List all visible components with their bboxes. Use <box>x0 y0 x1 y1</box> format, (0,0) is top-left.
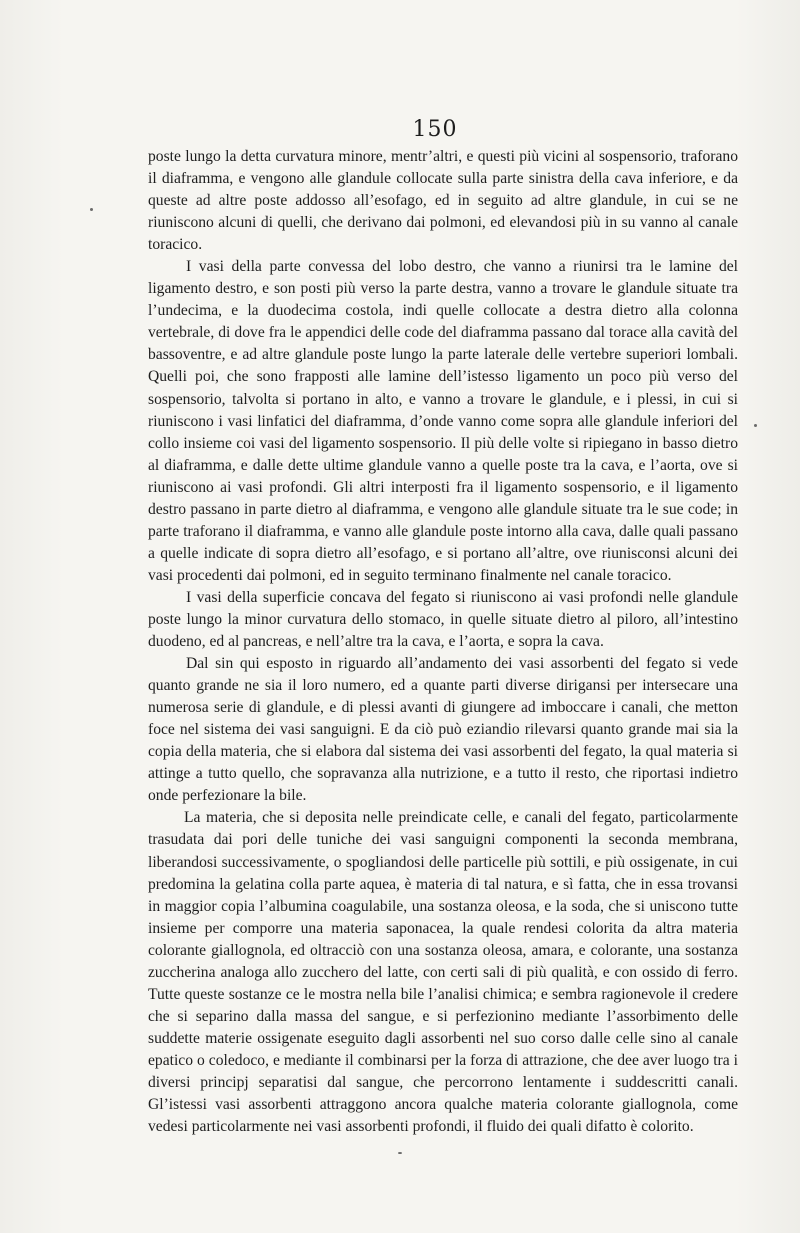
paragraph: La materia, che si deposita nelle preindicate celle, e canali del fegato, particolarmente trasudata dai pori delle tuniche dei vasi sanguigni componenti la seconda membrana, liberandosi successivamente, o spogliandosi delle particelle più sottili, e più ossigenate, in cui predomina la gelatina colla parte aquea, è materia di tal natura, e sì fatta, che in essa trovansi in maggior copia l’albumina coagulabile, una sostanza oleosa, e la soda, che si uniscono tutte insieme per comporre una materia saponacea, la quale rendesi colorita da altra materia colorante giallognola, ed oltracciò con una sostanza oleosa, amara, e colorante, una sostanza zuccherina analoga allo zucchero del latte, con certi sali di più qualità, e con ossido di ferro. Tutte queste sostanze ce le mostra nella bile l’analisi chimica; e sembra ragionevole il credere che si separino dalla massa del sangue, e si perfezionino mediante l’assorbimento delle suddette materie ossigenate eseguito dagli assorbenti nel suo corso dalle celle sino al canale epatico o coledoco, e mediante il combinarsi per la forza di attrazione, che dee aver luogo tra i diversi principj separatisi dal sangue, che percorrono lentamente i suddescritti canali. Gl’istessi vasi assorbenti attraggono ancora qualche materia colorante giallognola, come vedesi particolarmente nei vasi assorbenti profondi, il fluido dei quali difatto è colorito. <box>148 809 738 1136</box>
paragraph: I vasi della parte convessa del lobo destro, che vanno a riunirsi tra le lamine del ligamento destro, e son posti più verso la parte destra, vanno a trovare le glandule situate tra l’undecima, e la duodecima costola, indi quelle collocate a destra dietro alla colonna vertebrale, di dove fra le appendici delle code del diaframma passano dal torace alla cavità del bassoventre, e ad altre glandule poste lungo la parte laterale delle vertebre superiori lombali. Quelli poi, che sono frapposti alle lamine dell’istesso ligamento un poco più verso del sospensorio, talvolta si portano in alto, e vanno a trovare le glandule, e i plessi, in cui si riuniscono i vasi linfatici del diaframma, d’onde vanno come sopra alle glandule inferiori del collo insieme coi vasi del ligamento sospensorio. Il più delle volte si ripiegano in basso dietro al diaframma, e dalle dette ultime glandule vanno a quelle poste tra la cava, e l’aorta, ove si riuniscono ai vasi profondi. Gli altri interposti fra il ligamento sospensorio, e il ligamento destro passano in parte dietro al diaframma, e vengono alle glandule situate tra le sue code; in parte traforano il diaframma, e vanno alle glandule poste intorno alla cava, dalle quali passano a quelle indicate di sopra dietro all’esofago, e si portano all’altre, ove riunisconsi alcuni dei vasi procedenti dai polmoni, ed in seguito terminano finalmente nel canale toracico. <box>148 258 738 584</box>
paper-speck <box>90 208 93 211</box>
paragraph: Dal sin qui esposto in riguardo all’andamento dei vasi assorbenti del fegato si vede quanto grande ne sia il loro numero, ed a quante parti diverse dirigansi per intersecare una numerosa serie di glandule, e di plessi avanti di giungere ad imboccare i canali, che metton foce nel sistema dei vasi sanguigni. E da ciò può eziandio rilevarsi quanto grande mai sia la copia della materia, che si elabora dal sistema dei vasi assorbenti del fegato, la qual materia si attinge a tutto quello, che sopravanza alla nutrizione, e a tutto il resto, che riportasi indietro onde perfezionare la bile. <box>148 655 738 805</box>
paragraph-continuation: poste lungo la detta curvatura minore, mentr’altri, e questi più vicini al sospensorio, traforano il diaframma, e vengono alle glandule collocate sulla parte sinistra della cava inferiore, e da queste ad altre poste addosso all’esofago, ed in seguito ad altre glandule, in cui se ne riuniscono alcuni di quelli, che derivano dai polmoni, ed elevandosi più in su vanno al canale toracico. <box>148 148 738 254</box>
paper-speck <box>754 424 757 427</box>
paper-speck <box>398 1152 402 1154</box>
page-number: 150 <box>412 117 458 142</box>
body-text <box>148 146 738 1138</box>
paragraph: I vasi della superficie concava del fegato si riuniscono ai vasi profondi nelle glandule poste lungo la minor curvatura dello stomaco, in quelle situate dietro al piloro, all’intestino duodeno, ed al pancreas, e nell’altre tra la cava, e l’aorta, e sopra la cava. <box>148 588 738 651</box>
